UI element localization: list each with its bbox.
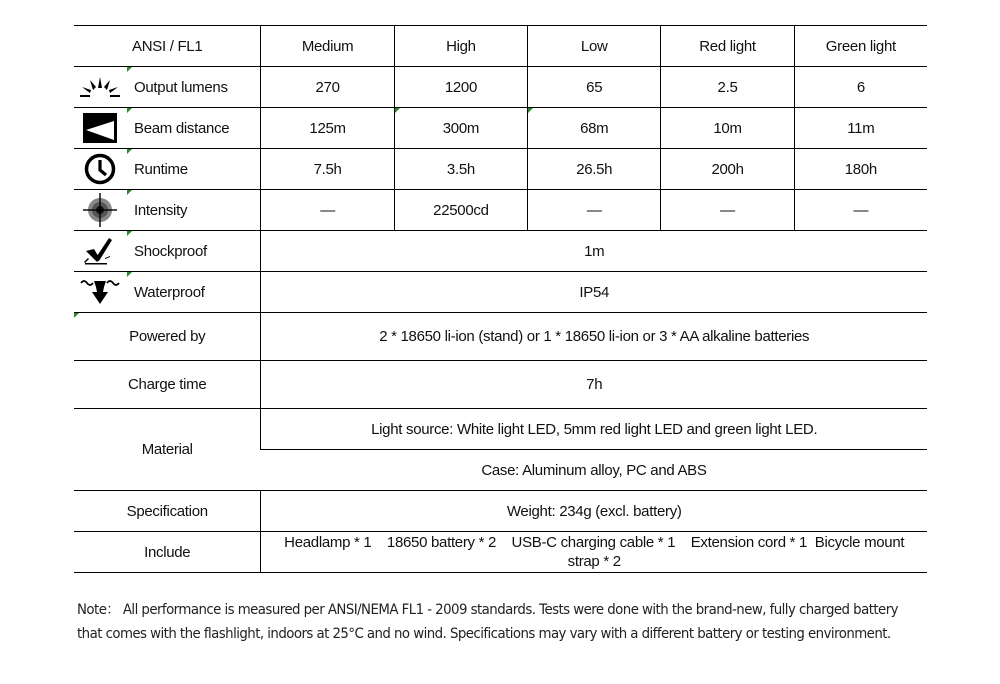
row-label-cell xyxy=(74,108,261,149)
table-row xyxy=(74,108,927,149)
value-cell: 3.5h xyxy=(394,149,527,190)
spec-table xyxy=(74,25,927,573)
value-cell: Light source: White light LED, 5mm red light LED and green light LED. xyxy=(261,409,927,450)
value-cell: 1200 xyxy=(394,67,527,108)
row-label-cell: Powered by xyxy=(74,313,261,361)
row-label-cell xyxy=(74,272,261,313)
table-row xyxy=(74,532,927,573)
value-cell: 7h xyxy=(261,361,927,409)
value-cell: 7.5h xyxy=(261,149,394,190)
row-label-cell xyxy=(74,67,261,108)
header-cell: Red light xyxy=(661,26,794,67)
row-label-cell: Charge time xyxy=(74,361,261,409)
value-cell: — xyxy=(661,190,794,231)
row-label: Beam distance xyxy=(134,119,230,137)
value-cell: 200h xyxy=(661,149,794,190)
row-label: Intensity xyxy=(134,201,188,219)
row-label: Output lumens xyxy=(134,78,228,96)
table-row xyxy=(74,190,927,231)
row-label-cell xyxy=(74,149,261,190)
table-row xyxy=(74,231,927,272)
row-label-cell: Include xyxy=(74,532,261,573)
row-label: Waterproof xyxy=(134,283,205,301)
value-cell: 2.5 xyxy=(661,67,794,108)
target-intensity-icon xyxy=(74,193,126,227)
waterproof-icon xyxy=(74,278,126,306)
value-cell: IP54 xyxy=(261,272,927,313)
table-row xyxy=(74,67,927,108)
value-cell: 6 xyxy=(794,67,927,108)
row-label-cell xyxy=(74,231,261,272)
value-cell: Weight: 234g (excl. battery) xyxy=(261,491,927,532)
header-cell: Medium xyxy=(261,26,394,67)
table-row xyxy=(74,491,927,532)
header-cell: Low xyxy=(528,26,661,67)
sunburst-icon xyxy=(74,76,126,98)
row-label-cell xyxy=(74,190,261,231)
value-cell: 26.5h xyxy=(528,149,661,190)
value-cell: 11m xyxy=(794,108,927,149)
shockproof-icon xyxy=(74,237,126,265)
footnote: Note： All performance is measured per ANSI/NEMA FL1 - 2009 standards. Tests were done with the brand-new, fully charged battery that comes with the flashlight, indoors at 25°C and no wind. Specifications may vary with a different battery or testing environment. xyxy=(77,602,898,642)
table-row xyxy=(74,313,927,361)
row-label: Shockproof xyxy=(134,242,207,260)
header-cell: Green light xyxy=(794,26,927,67)
table-row xyxy=(74,361,927,409)
value-cell: Headlamp * 1 18650 battery * 2 USB-C charging cable * 1 Extension cord * 1 Bicycle mount strap * 2 xyxy=(261,532,927,573)
table-row xyxy=(74,149,927,190)
value-cell: 68m xyxy=(528,108,661,149)
table-row xyxy=(74,409,927,450)
row-label: Runtime xyxy=(134,160,188,178)
value-cell: 65 xyxy=(528,67,661,108)
value-cell: 10m xyxy=(661,108,794,149)
table-row xyxy=(74,272,927,313)
value-cell: 180h xyxy=(794,149,927,190)
beam-distance-icon xyxy=(74,113,126,143)
row-label-cell: Material xyxy=(74,409,261,491)
row-label-cell: Specification xyxy=(74,491,261,532)
value-cell: 300m xyxy=(394,108,527,149)
value-cell: Case: Aluminum alloy, PC and ABS xyxy=(261,450,927,491)
value-cell: — xyxy=(261,190,394,231)
value-cell: 2 * 18650 li-ion (stand) or 1 * 18650 li-ion or 3 * AA alkaline batteries xyxy=(261,313,927,361)
value-cell: — xyxy=(528,190,661,231)
value-cell: 22500cd xyxy=(394,190,527,231)
value-cell: — xyxy=(794,190,927,231)
clock-icon xyxy=(74,153,126,185)
header-cell: High xyxy=(394,26,527,67)
value-cell: 125m xyxy=(261,108,394,149)
header-row xyxy=(74,26,927,67)
value-cell: 270 xyxy=(261,67,394,108)
value-cell: 1m xyxy=(261,231,927,272)
header-cell: ANSI / FL1 xyxy=(74,26,261,67)
